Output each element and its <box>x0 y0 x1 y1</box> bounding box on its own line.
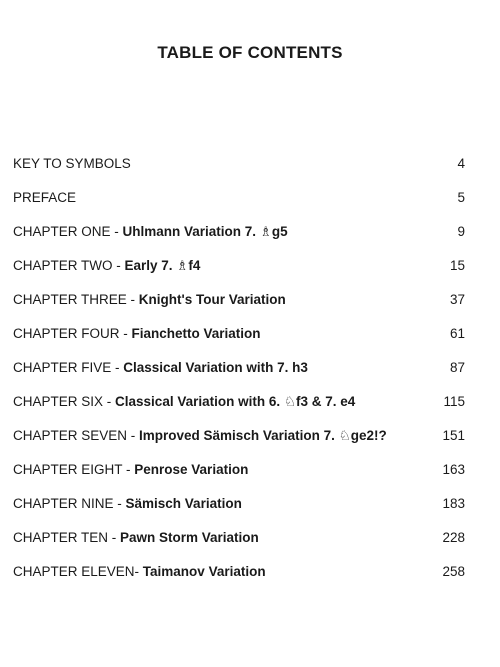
toc-chapter: CHAPTER TWO <box>13 258 113 273</box>
toc-variation: Fianchetto Variation <box>131 326 261 341</box>
toc-separator: - <box>110 224 123 239</box>
toc-entry <box>13 562 465 596</box>
toc-page-number: 15 <box>449 258 465 273</box>
toc-chapter: CHAPTER FIVE <box>13 360 112 375</box>
toc-entry <box>13 222 465 256</box>
toc-label <box>13 188 76 208</box>
toc-chapter: PREFACE <box>13 190 77 205</box>
toc-page-number: 9 <box>457 224 465 239</box>
toc-label <box>13 324 261 344</box>
toc-separator: - <box>103 394 116 409</box>
toc-separator: - <box>119 326 132 341</box>
toc-chapter: CHAPTER EIGHT <box>13 462 123 477</box>
toc-chapter: CHAPTER FOUR <box>13 326 120 341</box>
toc-separator: - <box>134 564 143 579</box>
toc-page-number: 4 <box>457 156 465 171</box>
toc-separator: - <box>113 496 126 511</box>
toc-page-number: 258 <box>442 564 465 579</box>
toc-separator: - <box>111 360 124 375</box>
toc-entry <box>13 494 465 528</box>
toc-variation: Penrose Variation <box>134 462 249 477</box>
toc-page-number: 228 <box>442 530 465 545</box>
toc-separator: - <box>122 462 135 477</box>
toc-page-number: 115 <box>443 394 465 409</box>
toc-page-number: 151 <box>442 428 465 443</box>
toc-variation: Knight's Tour Variation <box>138 292 286 307</box>
toc-variation: Classical Variation with 7. h3 <box>123 360 308 375</box>
toc-variation: Sämisch Variation <box>125 496 242 511</box>
toc-variation: Uhlmann Variation 7. ♗g5 <box>122 224 288 239</box>
toc-entry <box>13 358 465 392</box>
page-title: TABLE OF CONTENTS <box>157 43 343 62</box>
toc-entry <box>13 426 465 460</box>
toc-chapter: CHAPTER ELEVEN <box>13 564 135 579</box>
toc-label <box>13 528 259 548</box>
toc-chapter: CHAPTER TEN <box>13 530 109 545</box>
toc-entry <box>13 188 465 222</box>
toc-entry <box>13 324 465 358</box>
toc-entry <box>13 392 465 426</box>
toc-label <box>13 154 131 174</box>
table-of-contents <box>13 154 465 596</box>
toc-label <box>13 222 288 242</box>
toc-label <box>13 460 248 480</box>
toc-label <box>13 494 242 514</box>
toc-label <box>13 426 387 446</box>
toc-page-number: 163 <box>442 462 465 477</box>
toc-chapter: CHAPTER SIX <box>13 394 104 409</box>
toc-chapter: CHAPTER THREE <box>13 292 127 307</box>
toc-variation: Improved Sämisch Variation 7. ♘ge2!? <box>139 428 387 443</box>
toc-label <box>13 256 200 276</box>
toc-entry <box>13 528 465 562</box>
toc-entry <box>13 290 465 324</box>
toc-separator: - <box>126 292 139 307</box>
toc-label <box>13 358 308 378</box>
toc-separator: - <box>127 428 140 443</box>
toc-label <box>13 392 355 412</box>
toc-variation: Classical Variation with 6. ♘f3 & 7. e4 <box>115 394 356 409</box>
toc-label <box>13 290 286 310</box>
toc-chapter: CHAPTER SEVEN <box>13 428 128 443</box>
toc-page-number: 183 <box>442 496 465 511</box>
toc-page-number: 37 <box>449 292 465 307</box>
toc-chapter: CHAPTER NINE <box>13 496 114 511</box>
toc-variation: Early 7. ♗f4 <box>124 258 201 273</box>
toc-variation: Taimanov Variation <box>142 564 266 579</box>
toc-separator: - <box>108 530 121 545</box>
toc-separator: - <box>112 258 125 273</box>
toc-chapter: CHAPTER ONE <box>13 224 111 239</box>
toc-page-number: 5 <box>457 190 465 205</box>
toc-variation: Pawn Storm Variation <box>120 530 259 545</box>
toc-page-number: 61 <box>449 326 465 341</box>
toc-entry <box>13 154 465 188</box>
toc-label <box>13 562 266 582</box>
toc-entry <box>13 460 465 494</box>
toc-entry <box>13 256 465 290</box>
toc-page-number: 87 <box>449 360 465 375</box>
toc-chapter: KEY TO SYMBOLS <box>13 156 131 171</box>
